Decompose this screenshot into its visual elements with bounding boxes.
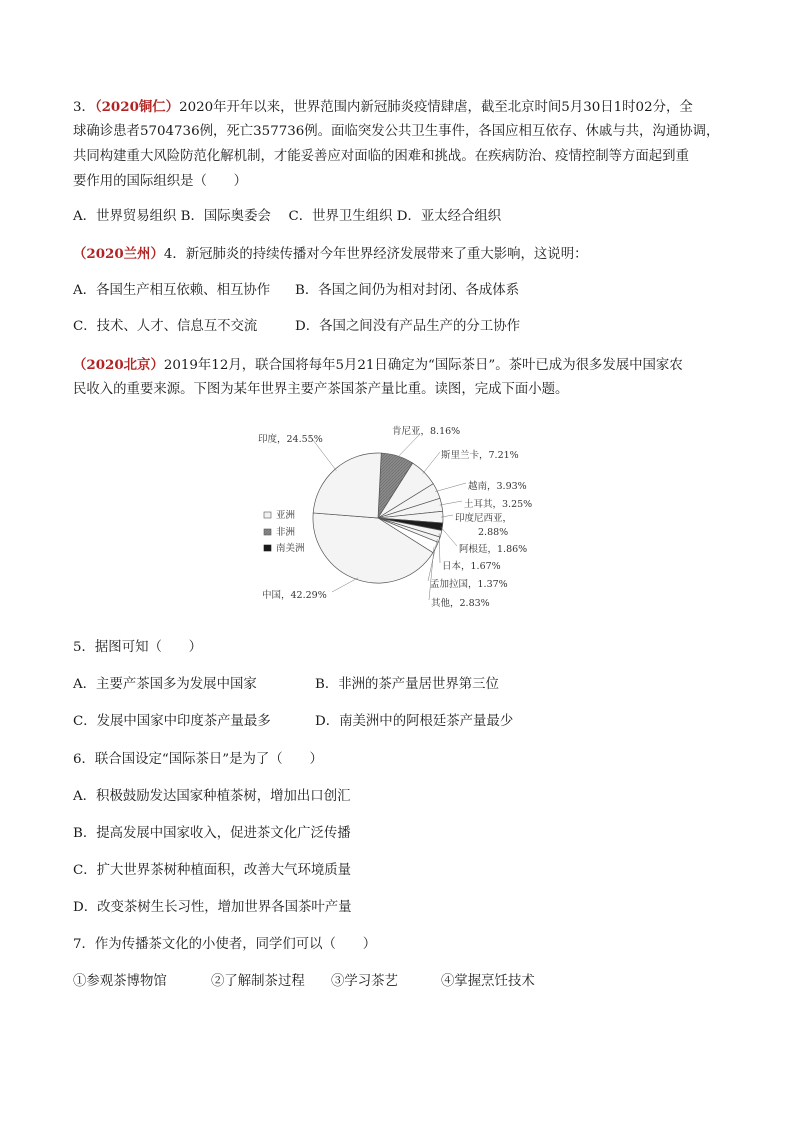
q7-item-1: ①参观茶博物馆 <box>73 974 167 989</box>
label-vietnam: 越南，3.93% <box>468 481 527 492</box>
q5-option-row-1 <box>73 675 499 695</box>
q6-option-d: D．改变茶树生长习性，增加世界各国茶叶产量 <box>73 900 352 915</box>
legend-africa: 非洲 <box>276 527 296 538</box>
q7-item-4: ④掌握烹饪技术 <box>441 974 535 989</box>
leader-line-kenya <box>397 434 420 458</box>
label-japan: 日本，1.67% <box>442 561 501 572</box>
pie-slice-india <box>313 453 381 518</box>
label-other: 其他，2.83% <box>431 598 490 609</box>
q5-option-row-2 <box>73 712 514 732</box>
chart-legend <box>264 509 305 554</box>
q4-line <box>73 244 587 265</box>
q3-stem-line-1: 2020年开年以来，世界范围内新冠肺炎疫情肆虐，截至北京时间5月30日1时02分，全 <box>179 100 693 115</box>
q4-option-b: B．各国之间仍为相对封闭、各成体系 <box>295 283 520 298</box>
q4-stem: 4．新冠肺炎的持续传播对今年世界经济发展带来了重大影响，这说明： <box>163 247 588 262</box>
label-srilanka: 斯里兰卡，7.21% <box>441 450 519 461</box>
leader-line-china <box>332 578 358 592</box>
q3-stem-line-2: 球确诊患者5704736例，死亡357736例。面临突发公共卫生事件，各国应相互依存、休戚与共，沟通协调， <box>73 124 720 139</box>
intro-text-2: 民收入的重要来源。下图为某年世界主要产茶国茶产量比重。读图，完成下面小题。 <box>73 382 569 397</box>
q4-option-d: D．各国之间没有产品生产的分工协作 <box>295 319 520 334</box>
q3-options: A．世界贸易组织 B．国际奥委会 C．世界卫生组织 D．亚太经合组织 <box>73 209 502 224</box>
q4-option-row-2 <box>73 317 520 337</box>
legend-asia: 亚洲 <box>276 510 296 521</box>
label-indonesia-1: 印度尼西亚， <box>455 513 513 524</box>
label-turkey: 土耳其，3.25% <box>464 499 533 510</box>
q5-option-a: A．主要产茶国多为发展中国家 <box>73 677 257 692</box>
q4-source-tag: （2020兰州） <box>73 246 164 262</box>
q6-stem: 6．联合国设定“国际茶日”是为了（ ） <box>73 752 323 767</box>
leader-line-srilanka <box>423 452 440 474</box>
q3-line-1 <box>73 97 693 118</box>
q6-option-b: B．提高发展中国家收入，促进茶文化广泛传播 <box>73 826 351 841</box>
legend-swatch-africa <box>264 529 271 535</box>
label-india: 印度，24.55% <box>258 434 323 445</box>
label-china: 中国，42.29% <box>262 590 327 601</box>
q4-option-c: C．技术、人才、信息互不交流 <box>73 319 258 334</box>
intro-source-tag: （2020北京） <box>73 357 164 373</box>
q3-source-tag: （2020铜仁） <box>94 99 180 115</box>
q7-items <box>73 972 535 992</box>
q3-stem-line-4: 要作用的国际组织是（ ） <box>73 174 248 189</box>
label-bangladesh: 孟加拉国，1.37% <box>430 579 508 590</box>
leader-line-vietnam <box>435 483 466 492</box>
q4-option-row-1 <box>73 281 520 301</box>
q3-number: 3． <box>73 100 95 115</box>
q5-option-b: B．非洲的茶产量居世界第三位 <box>315 677 499 692</box>
q4-option-a: A．各国生产相互依赖、相互协作 <box>73 283 271 298</box>
q7-item-2: ②了解制茶过程 <box>211 974 305 989</box>
tea-production-pie-chart <box>250 418 550 618</box>
leader-line-argentina <box>440 527 457 546</box>
q5-option-d: D．南美洲中的阿根廷茶产量最少 <box>315 714 514 729</box>
leader-line-turkey <box>440 501 462 505</box>
label-indonesia-2: 2.88% <box>478 527 509 538</box>
q5-option-c: C．发展中国家中印度茶产量最多 <box>73 714 271 729</box>
label-argentina: 阿根廷，1.86% <box>459 544 528 555</box>
intro-text-1: 2019年12月，联合国将每年5月21日确定为“国际茶日”。茶叶已成为很多发展中国家农 <box>163 358 683 373</box>
legend-swatch-south-america <box>264 545 271 551</box>
q7-item-3: ③学习茶艺 <box>331 974 398 989</box>
legend-south-america: 南美洲 <box>276 543 305 554</box>
intro-line-1 <box>73 355 683 376</box>
q3-stem-line-3: 共同构建重大风险防范化解机制，才能妥善应对面临的困难和挑战。在疾病防治、疫情控制等方面起到重 <box>73 149 689 164</box>
label-kenya: 肯尼亚，8.16% <box>392 426 461 437</box>
legend-swatch-asia <box>264 512 271 518</box>
q6-option-c: C．扩大世界茶树种植面积，改善大气环境质量 <box>73 863 352 878</box>
q5-stem: 5．据图可知（ ） <box>73 640 203 655</box>
q7-stem: 7．作为传播茶文化的小使者，同学们可以（ ） <box>73 937 377 952</box>
q6-option-a: A．积极鼓励发达国家种植茶树，增加出口创汇 <box>73 789 351 804</box>
